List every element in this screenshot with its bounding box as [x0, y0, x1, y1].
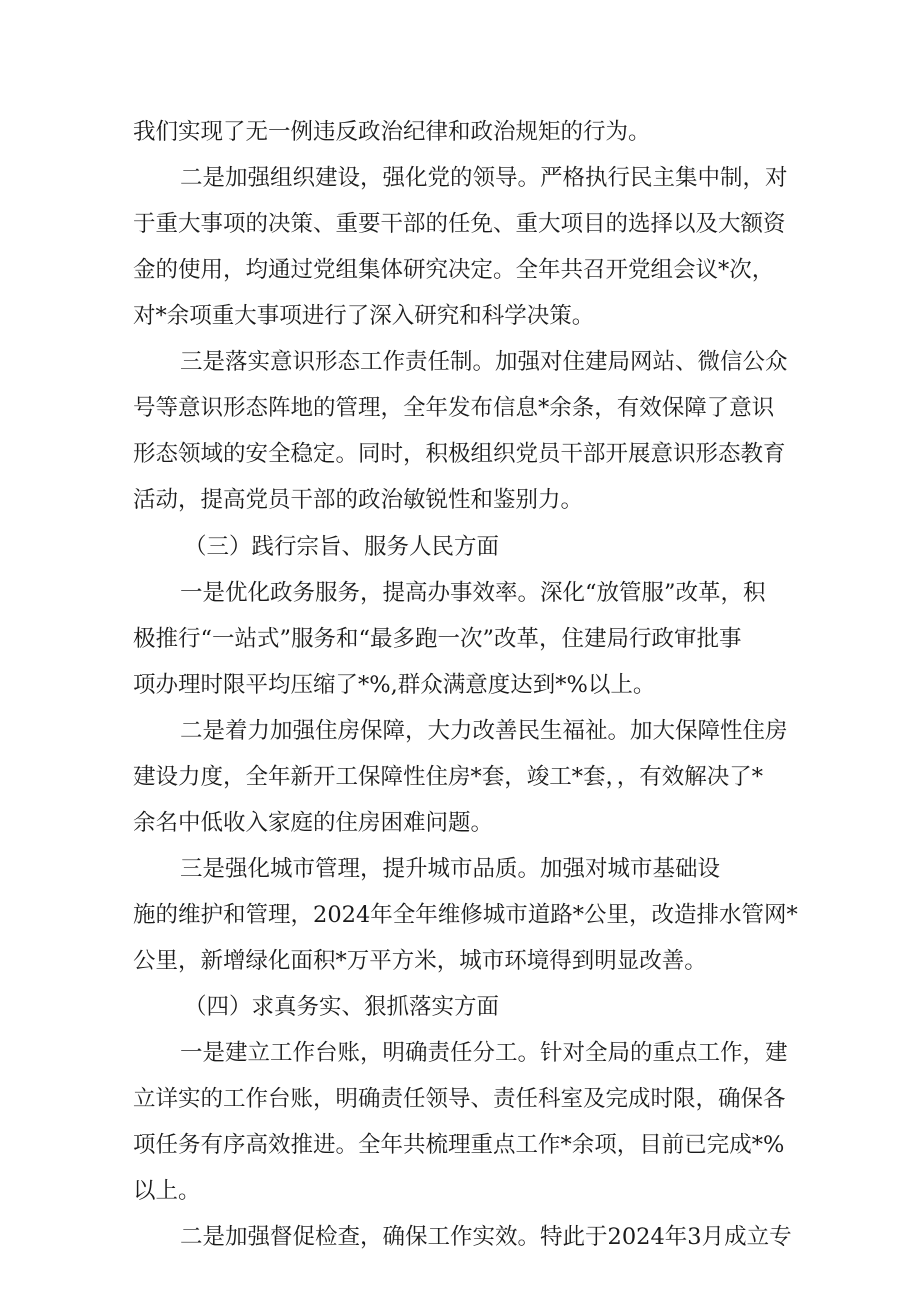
text-line: 公里，新增绿化面积*万平方米，城市环境得到明显改善。 [133, 948, 707, 974]
text-line: 极推行“一站式”服务和“最多跑一次”改革，住建局行政审批事 [133, 626, 742, 652]
text-line: 余名中低收入家庭的住房困难问题。 [133, 810, 494, 836]
paragraph-first-line: 二是加强督促检查，确保工作实效。特此于2024年3月成立专 [180, 1224, 792, 1250]
text-line: 活动，提高党员干部的政治敏锐性和鉴别力。 [133, 487, 584, 513]
paragraph-first-line: 一是优化政务服务，提高办事效率。深化“放管服”改革，积 [180, 580, 766, 606]
paragraph-first-line: 一是建立工作台账，明确责任分工。针对全局的重点工作，建 [180, 1040, 788, 1066]
paragraph-first-line: 三是落实意识形态工作责任制。加强对住建局网站、微信公众 [180, 349, 788, 375]
text-line: 以上。 [133, 1178, 201, 1204]
text-line: 建设力度，全年新开工保障性住房*套，竣工*套，，有效解决了* [133, 764, 764, 790]
section-heading: （三）践行宗旨、服务人民方面 [184, 534, 500, 560]
text-line: 金的使用，均通过党组集体研究决定。全年共召开党组会议*次， [133, 257, 775, 283]
text-line: 施的维护和管理，2024年全年维修城市道路*公里，改造排水管网* [133, 902, 798, 928]
text-line: 形态领域的安全稳定。同时，积极组织党员干部开展意识形态教育 [133, 441, 786, 467]
text-line: 我们实现了无一例违反政治纪律和政治规矩的行为。 [133, 119, 651, 145]
paragraph-first-line: 三是强化城市管理，提升城市品质。加强对城市基础设 [180, 856, 721, 882]
section-heading: （四）求真务实、狠抓落实方面 [184, 994, 500, 1020]
text-line: 于重大事项的决策、重要干部的任免、重大项目的选择以及大额资 [133, 211, 786, 237]
text-line: 项办理时限平均压缩了*%,群众满意度达到*%以上。 [133, 672, 656, 698]
text-line: 项任务有序高效推进。全年共梳理重点工作*余项，目前已完成*% [133, 1132, 785, 1158]
text-line: 号等意识形态阵地的管理，全年发布信息*余条，有效保障了意识 [133, 395, 775, 421]
paragraph-first-line: 二是加强组织建设，强化党的领导。严格执行民主集中制，对 [180, 165, 788, 191]
paragraph-first-line: 二是着力加强住房保障，大力改善民生福祉。加大保障性住房 [180, 718, 788, 744]
text-line: 对*余项重大事项进行了深入研究和科学决策。 [133, 303, 595, 329]
text-line: 立详实的工作台账，明确责任领导、责任科室及完成时限，确保各 [133, 1086, 786, 1112]
